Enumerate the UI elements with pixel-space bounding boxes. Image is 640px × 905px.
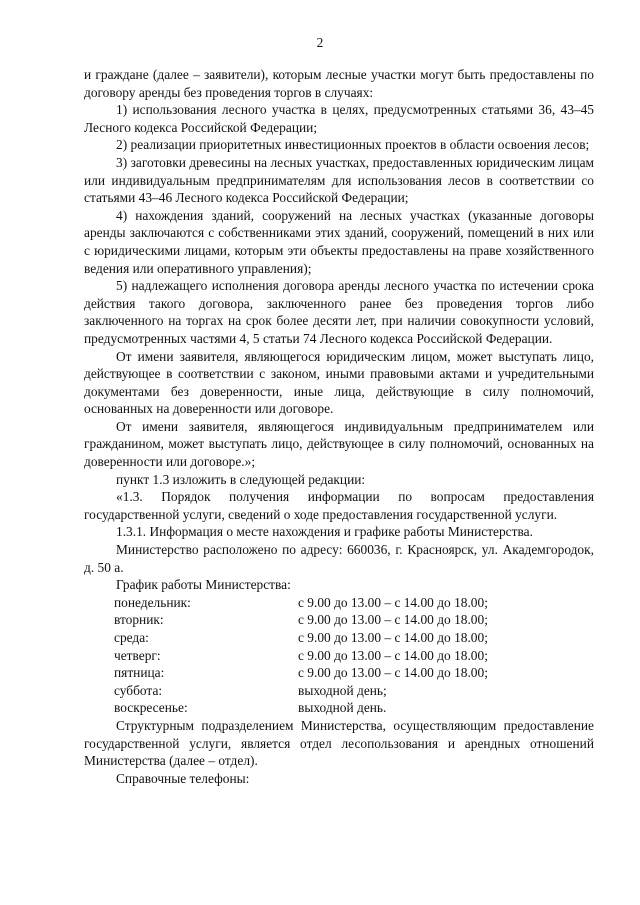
schedule-row — [84, 629, 594, 647]
paragraph: 3) заготовки древесины на лесных участках, предоставленных юридическим лицам или индивидуальным предпринимателям для использования лесов в соответствии со статьями 43–46 Лесного кодекса Российской Федерации; — [84, 154, 594, 206]
schedule-hours: с 9.00 до 13.00 – с 14.00 до 18.00; — [298, 647, 488, 663]
paragraph: От имени заявителя, являющегося юридическим лицом, может выступать лицо, действующее в соответствии с законом, иными правовыми актами и учредительными документами без доверенности, иные лица, действующие в силу полномочий, основанных на доверенности или договоре. — [84, 348, 594, 417]
schedule-hours: с 9.00 до 13.00 – с 14.00 до 18.00; — [298, 594, 488, 610]
schedule-row — [84, 647, 594, 665]
schedule-row — [84, 611, 594, 629]
schedule-hours: с 9.00 до 13.00 – с 14.00 до 18.00; — [298, 665, 488, 681]
schedule-hours: выходной день. — [298, 700, 387, 716]
paragraph: График работы Министерства: — [116, 577, 291, 593]
schedule-row — [84, 699, 594, 717]
schedule-hours: с 9.00 до 13.00 – с 14.00 до 18.00; — [298, 612, 488, 628]
paragraph: 2) реализации приоритетных инвестиционных проектов в области освоения лесов; — [116, 137, 590, 153]
paragraph: Структурным подразделением Министерства, осуществляющим предоставление государственной услуги, является отдел лесопользования и арендных отношений Министерства (далее – отдел). — [84, 717, 594, 769]
schedule-row — [84, 682, 594, 700]
paragraphs-top — [84, 66, 594, 594]
paragraph: От имени заявителя, являющегося индивидуальным предпринимателем или гражданином, может выступать лицо, действующее в силу полномочий, основанных на доверенности или договоре.»; — [84, 418, 594, 470]
work-schedule — [84, 594, 594, 717]
schedule-hours: с 9.00 до 13.00 – с 14.00 до 18.00; — [298, 630, 488, 645]
paragraph: Справочные телефоны: — [116, 770, 250, 786]
schedule-day: среда: — [114, 630, 149, 645]
paragraph: 1.3.1. Информация о месте нахождения и графике работы Министерства. — [116, 524, 533, 540]
schedule-row — [84, 664, 594, 682]
schedule-day: суббота: — [114, 682, 163, 698]
schedule-row — [84, 594, 594, 612]
paragraph: 1) использования лесного участка в целях, предусмотренных статьями 36, 43–45 Лесного кодекса Российской Федерации; — [84, 102, 594, 135]
paragraph: 5) надлежащего исполнения договора аренды лесного участка по истечении срока действия такого договора, заключенного ранее без проведения торгов либо заключенного на торгах на срок более десяти лет, при наличии совокупности условий, предусмотренных частями 4, 5 статьи 74 Лесного кодекса Российской Федерации. — [84, 278, 594, 346]
paragraph: пункт 1.3 изложить в следующей редакции: — [116, 471, 366, 487]
paragraph: Министерство расположено по адресу: 660036, г. Красноярск, ул. Академгородок, д. 50 а. — [84, 542, 594, 575]
paragraph: и граждане (далее – заявители), которым лесные участки могут быть предоставлены по договору аренды без проведения торгов в случаях: — [84, 67, 594, 100]
paragraph: 4) нахождения зданий, сооружений на лесных участках (указанные договоры аренды заключаются с собственниками этих зданий, сооружений, помещений в них или с юридическими лицами, которым эти объекты предоставлены на праве хозяйственного ведения или оперативного управления); — [84, 207, 594, 276]
schedule-day: понедельник: — [114, 594, 191, 610]
schedule-day: четверг: — [114, 647, 161, 663]
schedule-day: вторник: — [114, 612, 164, 628]
page-number: 2 — [316, 35, 324, 50]
paragraph: «1.3. Порядок получения информации по вопросам предоставления государственной услуги, сведений о ходе предоставления государственной услуги. — [84, 489, 594, 522]
paragraphs-bottom — [84, 717, 594, 787]
schedule-hours: выходной день; — [298, 682, 387, 698]
schedule-day: воскресенье: — [114, 700, 188, 716]
schedule-day: пятница: — [114, 665, 165, 681]
document-body — [84, 66, 594, 787]
